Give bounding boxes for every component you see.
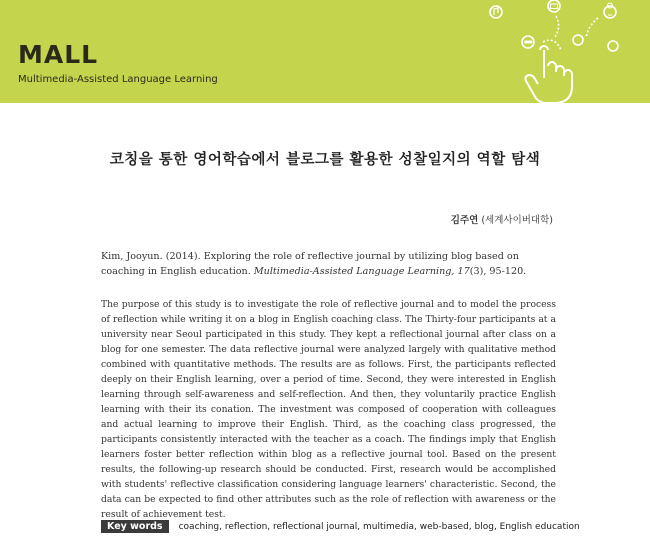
small-circle-icon xyxy=(573,35,583,45)
music-note-icon xyxy=(490,6,502,18)
author-affiliation: (세계사이버대학) xyxy=(481,215,553,226)
chat-bubble-icon xyxy=(522,36,534,48)
abstract: The purpose of this study is to investigate the role of reflective journal and to model the process of reflection while writing it on a blog in English coaching class. The Thirty-four participants at a university near Seoul participated in this study. They kept a reflectional journal after class on a blog for one semester. The data reflective journal were analyzed largely with qualitative method combined with quantitative methods. The results are as follows. First, the participants reflected deeply on their English learning, over a period of time. Second, they were interested in English learning through self-awareness and self-reflection. And then, they voluntarily practice English learning with their its conation. The investment was composed of cooperation with colleagues and actual learning to improve their English. Third, as the coaching class progressed, the participants consistently interacted with the teacher as a coach. The findings imply that English learners foster better reflection within blog as a reflective journal tool. Based on the present results, the following-up research should be conducted. First, research would be accomplished with students' reflective classification considering language learners' characteristic. Second, the data can be expected to find other attributes such as the role of reflection with awareness or the result of achievement test. xyxy=(101,299,556,520)
dotted-arc xyxy=(586,18,598,38)
pointing-hand-icon xyxy=(525,46,572,103)
author-name: 김주연 xyxy=(450,215,479,226)
header-illustration xyxy=(470,0,650,103)
citation-prefix: Kim, Jooyun. (2014). Exploring the role of reflective journal by utilizing blog based on coaching in English education. xyxy=(101,251,519,277)
dotted-arc xyxy=(554,16,559,38)
journal-logo: MALL xyxy=(18,40,99,69)
small-circle-icon xyxy=(608,41,618,51)
camera-icon xyxy=(548,0,560,12)
header-banner xyxy=(0,0,650,103)
author-line xyxy=(451,212,553,226)
citation-journal: Multimedia-Assisted Language Learning, xyxy=(253,266,455,277)
keywords-label: Key words xyxy=(101,520,169,533)
keywords-text: coaching, reflection, reflectional journal, multimedia, web-based, blog, English education xyxy=(178,521,580,532)
keywords-line xyxy=(101,520,580,533)
lightbulb-icon xyxy=(604,3,616,18)
paper-title: 코칭을 통한 영어학습에서 블로그를 활용한 성찰일지의 역할 탐색 xyxy=(109,151,541,168)
citation-volume: 17 xyxy=(457,266,470,277)
journal-subtitle: Multimedia-Assisted Language Learning xyxy=(18,74,218,85)
citation xyxy=(101,249,556,279)
dotted-arc xyxy=(543,40,561,50)
citation-issue-pages: (3), 95-120. xyxy=(469,266,527,277)
